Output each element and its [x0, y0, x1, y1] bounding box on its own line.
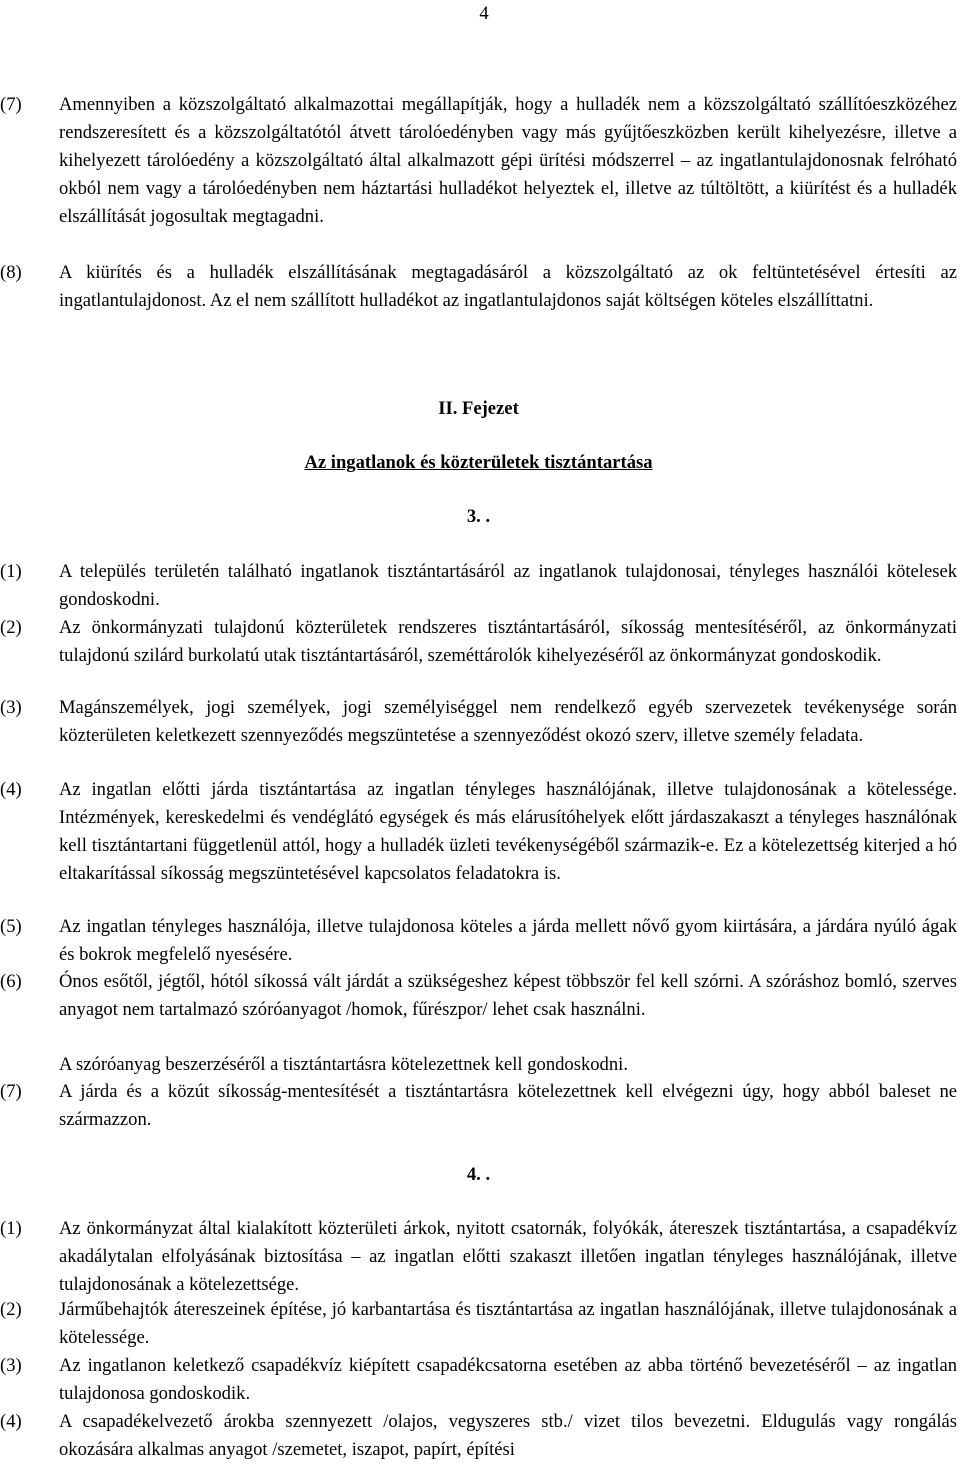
paragraph-text: Az ingatlanon keletkező csapadékvíz kiépített csapadékcsatorna esetében az abba történő bevezetéséről – az ingatlan tulajdonosa gondoskodik. — [59, 1355, 957, 1404]
paragraph-3-1 — [0, 558, 957, 614]
paragraph-number: (7) — [0, 1081, 22, 1102]
paragraph-number: (1) — [0, 1218, 22, 1239]
paragraph-4-3 — [0, 1352, 957, 1408]
chapter-label: II. Fejezet — [438, 398, 519, 419]
chapter-title — [0, 449, 957, 477]
paragraph-number: (2) — [0, 617, 22, 638]
paragraph-4-2 — [0, 1296, 957, 1352]
section-4-heading: 4. . — [466, 1164, 491, 1185]
paragraph-text: A kiürítés és a hulladék elszállításának megtagadásáról a közszolgáltató az ok feltüntetésével értesíti az ingatlantulajdonost. Az el nem szállított hulladékot az ingatlantulajdonos saját költségen köteles elszállíttatni. — [59, 262, 957, 311]
paragraph-text: Ónos esőtől, jégtől, hótól síkossá vált járdát a szükségeshez képest többször fel kell szórni. A szóráshoz bomló, szerves anyagot nem tartalmazó szóróanyagot /homok, fűrészpor/ lehet csak használni. — [59, 971, 957, 1020]
paragraph-number: (3) — [0, 697, 22, 718]
paragraph-a-8 — [0, 259, 957, 315]
paragraph-number: (4) — [0, 1411, 22, 1432]
paragraph-number: (7) — [0, 94, 22, 115]
paragraph-number: (5) — [0, 916, 22, 937]
paragraph-3-7 — [0, 1078, 957, 1134]
paragraph-number: (4) — [0, 779, 22, 800]
section-3-heading: 3. . — [466, 506, 491, 527]
paragraph-text: A csapadékelvezető árokba szennyezett /olajos, vegyszeres stb./ vizet tilos bevezetni. Eldugulás vagy rongálás okozására alkalmas anyagot /szemetet, iszapot, papírt, építési — [59, 1411, 957, 1460]
chapter-title-text: Az ingatlanok és közterületek tisztántartása — [304, 452, 653, 473]
paragraph-text: A járda és a közút síkosság-mentesítését a tisztántartásra kötelezettnek kell elvégezni úgy, hogy abból baleset ne származzon. — [59, 1081, 957, 1130]
paragraph-4-1 — [0, 1215, 957, 1299]
paragraph-3-3 — [0, 694, 957, 750]
paragraph-text: Amennyiben a közszolgáltató alkalmazottai megállapítják, hogy a hulladék nem a közszolgáltató szállítóeszközéhez rendszeresített és a közszolgáltatótól átvett tárolóedényben vagy más gyűjtőeszközben került kihelyezésre, illetve a kihelyezett tárolóedény a közszolgáltató által alkalmazott gépi ürítési módszerrel – az ingatlantulajdonosnak felróható okból nem vagy a tárolóedényben nem háztartási hulladékot helyeztek el, illetve az túltöltött, a kiürítést és a hulladék elszállítását jogosultak megtagadni. — [59, 94, 957, 227]
paragraph-3-4 — [0, 776, 957, 888]
paragraph-text: Magánszemélyek, jogi személyek, jogi személyiséggel nem rendelkező egyéb szervezetek tevékenysége során közterületen keletkezett szennyeződés megszüntetése a szennyeződést okozó szerv, illetve személy feladata. — [59, 697, 957, 746]
paragraph-3-5 — [0, 913, 957, 969]
paragraph-text: Az ingatlan előtti járda tisztántartása az ingatlan tényleges használójának, illetve tulajdonosának a kötelessége. Intézmények, kereskedelmi és vendéglátó egységek és más elárusítóhelyek előtt járdaszakaszt a tényleges használónak kell tisztántartani függetlenül attól, hogy a hulladék üzleti tevékenységéből származik-e. Ez a kötelezettség kiterjed a hó eltakarítással síkosság megszüntetésével kapcsolatos feladatokra is. — [59, 779, 957, 884]
paragraph-number: (1) — [0, 561, 22, 582]
paragraph-text: Az önkormányzat által kialakított közterületi árkok, nyitott csatornák, folyókák, átereszek tisztántartása, a csapadékvíz akadálytalan elfolyásának biztosítása – az ingatlan előtti szakaszt illetően ingatlan tényleges használójának, illetve tulajdonosának a kötelezettsége. — [59, 1218, 957, 1295]
paragraph-text: Járműbehajtók átereszeinek építése, jó karbantartása és tisztántartása az ingatlan használójának, illetve tulajdonosának a kötelessége. — [59, 1299, 957, 1348]
paragraph-number: (6) — [0, 971, 22, 992]
paragraph-4-4 — [0, 1408, 957, 1464]
paragraph-3-6-extra: A szóróanyag beszerzéséről a tisztántartásra kötelezettnek kell gondoskodni. — [59, 1054, 628, 1075]
paragraph-number: (3) — [0, 1355, 22, 1376]
paragraph-a-7 — [0, 91, 957, 231]
paragraph-text: A település területén található ingatlanok tisztántartásáról az ingatlanok tulajdonosai, tényleges használói kötelesek gondoskodni. — [59, 561, 957, 610]
paragraph-3-2 — [0, 614, 957, 670]
paragraph-text: Az ingatlan tényleges használója, illetve tulajdonosa köteles a járda mellett nővő gyom kiirtására, a járdára nyúló ágak és bokrok megfelelő nyesésére. — [59, 916, 957, 965]
paragraph-number: (2) — [0, 1299, 22, 1320]
page-number: 4 — [479, 3, 489, 24]
paragraph-number: (8) — [0, 262, 22, 283]
paragraph-3-6 — [0, 968, 957, 1024]
paragraph-text: Az önkormányzati tulajdonú közterületek rendszeres tisztántartásáról, síkosság mentesítéséről, az önkormányzati tulajdonú szilárd burkolatú utak tisztántartásáról, szeméttárolók kihelyezéséről az önkormányzat gondoskodik. — [59, 617, 957, 666]
